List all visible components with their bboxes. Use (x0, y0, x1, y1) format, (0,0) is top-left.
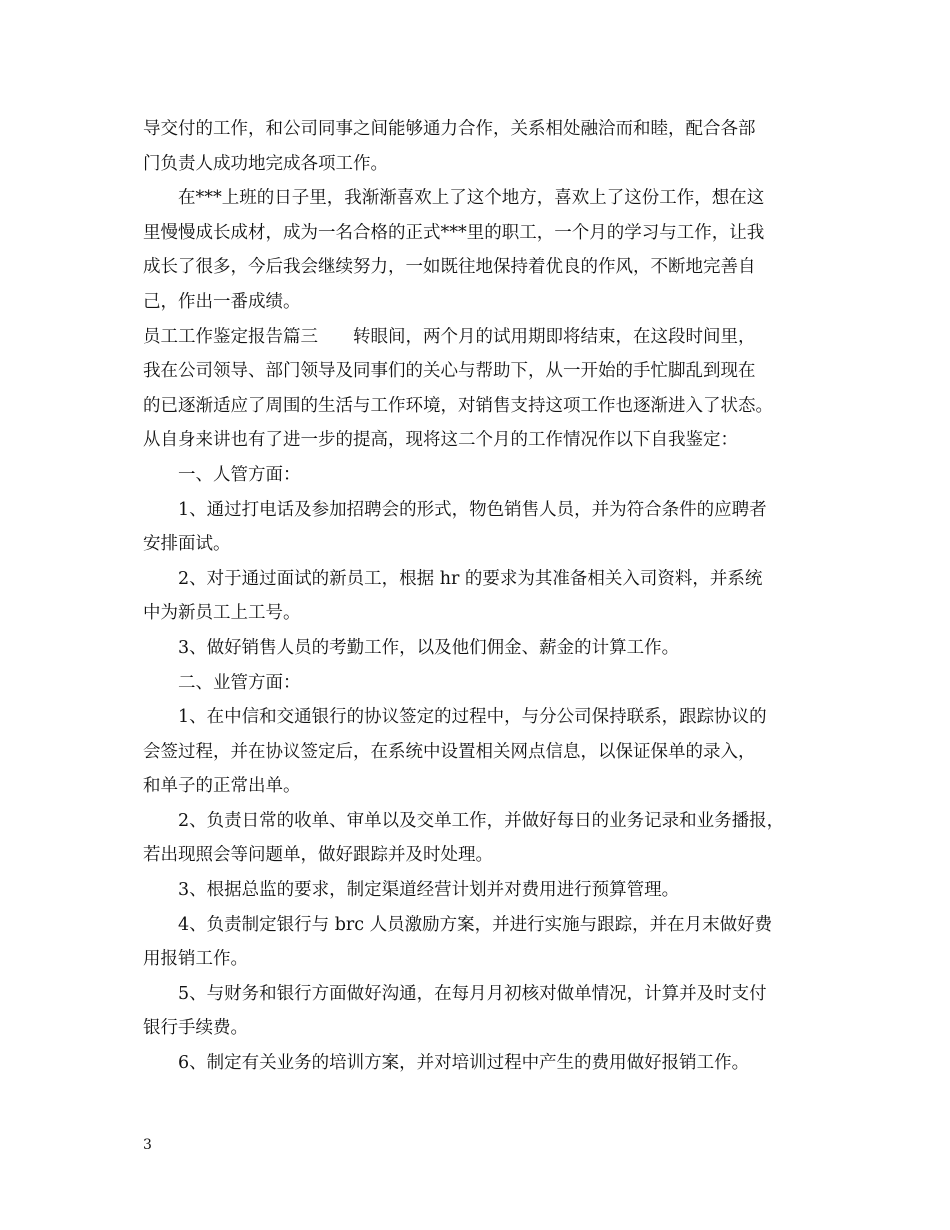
text-line: 我在公司领导、部门领导及同事们的关心与帮助下，从一开始的手忙脚乱到现在 (143, 361, 756, 382)
text-line: 的已逐渐适应了周围的生活与工作环境，对销售支持这项工作也逐渐进入了状态。 (143, 395, 773, 416)
document-body (143, 112, 823, 1081)
text-line: 己，作出一番成绩。 (143, 291, 301, 312)
text-line: 3、做好销售人员的考勤工作，以及他们佣金、薪金的计算工作。 (178, 637, 680, 658)
text-line: 用报销工作。 (143, 949, 248, 970)
text-line: 和单子的正常出单。 (143, 776, 301, 797)
text-line: 5、与财务和银行方面做好沟通，在每月月初核对做单情况，计算并及时支付 (178, 983, 767, 1004)
text-line: 二、业管方面： (178, 672, 301, 693)
page-number: 3 (143, 1137, 152, 1153)
text-line: 2、负责日常的收单、审单以及交单工作，并做好每日的业务记录和业务播报， (178, 810, 785, 831)
text-line: 1、在中信和交通银行的协议签定的过程中，与分公司保持联系，跟踪协议的 (178, 707, 767, 728)
text-line: 若出现照会等问题单，做好跟踪并及时处理。 (143, 845, 493, 866)
text-line: 导交付的工作，和公司同事之间能够通力合作，关系相处融洽而和睦，配合各部 (143, 119, 756, 139)
text-line: 一、人管方面： (178, 464, 301, 485)
text-line: 从自身来讲也有了进一步的提高，现将这二个月的工作情况作以下自我鉴定： (143, 430, 738, 451)
text-line: 里慢慢成长成材，成为一名合格的正式***里的职工，一个月的学习与工作，让我 (143, 222, 765, 243)
text-line: 安排面试。 (143, 534, 231, 555)
text-line: 在***上班的日子里，我渐渐喜欢上了这个地方，喜欢上了这份工作，想在这 (178, 188, 765, 209)
text-line: 员工工作鉴定报告篇三 转眼间，两个月的试用期即将结束，在这段时间里， (143, 326, 756, 347)
text-line: 6、制定有关业务的培训方案，并对培训过程中产生的费用做好报销工作。 (178, 1053, 750, 1074)
text-line: 成长了很多，今后我会继续努力，一如既往地保持着优良的作风，不断地完善自 (143, 257, 756, 278)
text-line: 3、根据总监的要求，制定渠道经营计划并对费用进行预算管理。 (178, 880, 680, 901)
text-line: 4、负责制定银行与 brc 人员激励方案，并进行实施与跟踪，并在月末做好费 (178, 914, 773, 935)
text-line: 会签过程，并在协议签定后，在系统中设置相关网点信息，以保证保单的录入， (143, 741, 756, 762)
text-line: 2、对于通过面试的新员工，根据 hr 的要求为其准备相关入司资料，并系统 (178, 568, 763, 589)
text-line: 银行手续费。 (143, 1018, 248, 1039)
text-line: 中为新员工上工号。 (143, 603, 301, 624)
text-line: 门负责人成功地完成各项工作。 (143, 153, 388, 174)
text-line: 1、通过打电话及参加招聘会的形式，物色销售人员，并为符合条件的应聘者 (178, 499, 767, 520)
